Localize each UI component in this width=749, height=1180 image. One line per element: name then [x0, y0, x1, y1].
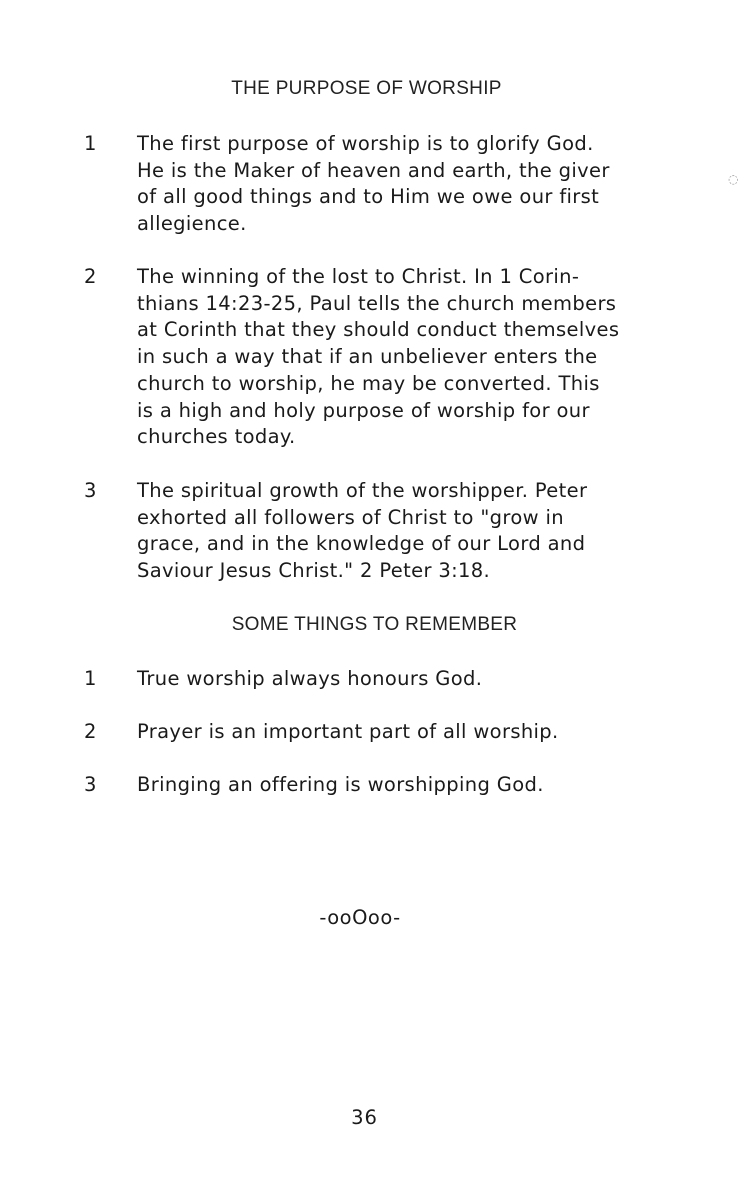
section-subtitle: SOME THINGS TO REMEMBER	[231, 614, 518, 635]
item-text: The spiritual growth of the worshipper. Peter exhorted all followers of Christ to "grow in grace, and in the knowledge of our Lord and Saviour Jesus Christ." 2 Peter 3:18.	[137, 479, 588, 583]
section-title: THE PURPOSE OF WORSHIP	[231, 78, 502, 99]
item-text: Prayer is an important part of all worship.	[137, 720, 559, 743]
scan-speck-icon: ◌	[728, 172, 739, 186]
item-number: 2	[84, 265, 97, 288]
item-text: The winning of the lost to Christ. In 1 Corin- thians 14:23-25, Paul tells the church members at Corinth that they should conduct themselves in such a way that if an unbeliever enters the church to worship, he may be converted. This is a high and holy purpose of worship for our churches today.	[137, 265, 620, 449]
item-text: The first purpose of worship is to glorify God. He is the Maker of heaven and earth, the giver of all good things and to Him we owe our first allegience.	[137, 132, 610, 236]
item-number: 3	[84, 479, 97, 502]
page-number: 36	[351, 1106, 378, 1129]
item-number: 3	[84, 773, 97, 796]
item-number: 2	[84, 720, 97, 743]
item-number: 1	[84, 667, 97, 690]
item-text: True worship always honours God.	[137, 667, 483, 690]
item-number: 1	[84, 132, 97, 155]
item-text: Bringing an offering is worshipping God.	[137, 773, 544, 796]
section-separator: -ooOoo-	[319, 906, 401, 929]
